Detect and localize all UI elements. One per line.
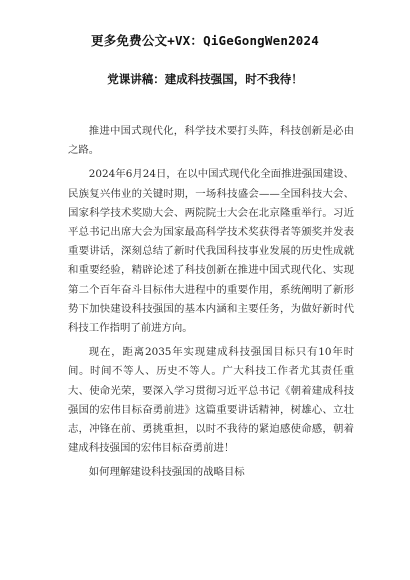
body-paragraph-1: 推进中国式现代化，科学技术要打头阵，科技创新是必由之路。 [68, 125, 354, 157]
section-heading: 如何理解建设科技强国的战略目标 [88, 466, 245, 479]
body-paragraph-3: 现在，距离2035年实现建成科技强国目标只有10年时间。时间不等人、历史不等人。广大科技工作者尤其责任重大、使命光荣，要深入学习贯彻习近平总书记《朝着建成科技强国的宏伟目标奋勇前进》这篇重要讲话精神，树雄心、立壮志，冲锋在前、勇挑重担，以时不我待的紧迫感使命感，朝着建成科技强国的宏伟目标奋勇前进！ [68, 346, 354, 455]
document-title: 党课讲稿：建成科技强国，时不我待！ [107, 72, 303, 86]
document-body [68, 122, 354, 488]
header-promo-line: 更多免费公文+VX：QiGeGongWen2024 [91, 33, 319, 48]
body-paragraph-2: 2024年6月24日，在以中国式现代化全面推进强国建设、民族复兴伟业的关键时期，一场科技盛会——全国科技大会、国家科学技术奖励大会、两院院士大会在北京隆重举行。习近平总书记出席大会为国家最高科学技术奖获得者等颁奖并发表重要讲话，深刻总结了新时代我国科技事业发展的历史性成就和重要经验，精辟论述了科技创新在推进中国式现代化、实现第二个百年奋斗目标伟大进程中的重要作用，系统阐明了新形势下加快建设科技强国的基本内涵和主要任务，为做好新时代科技工作指明了前进方向。 [68, 168, 354, 335]
